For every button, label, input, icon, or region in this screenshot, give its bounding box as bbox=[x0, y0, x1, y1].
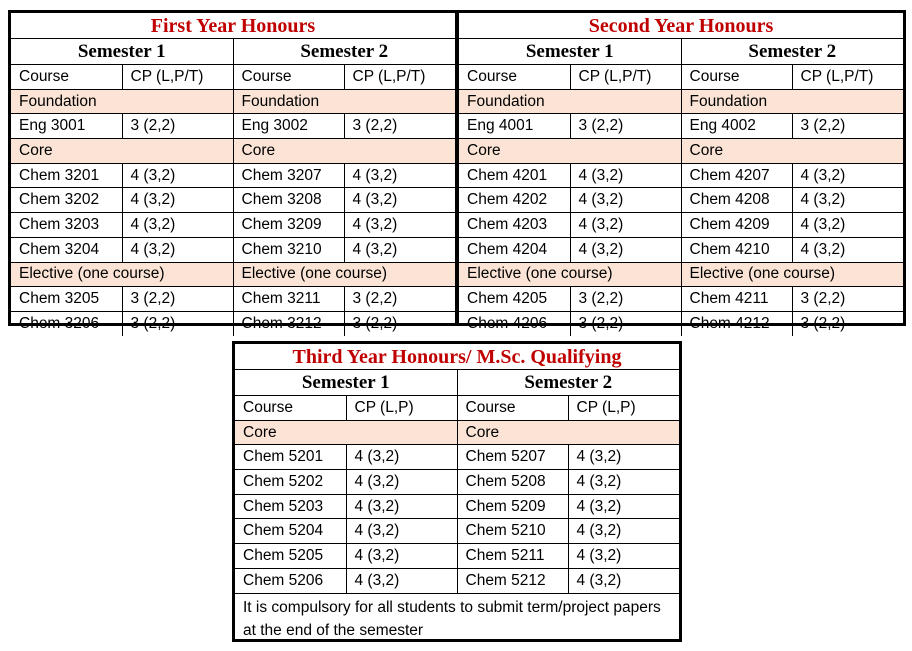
credit-points: 4 (3,2) bbox=[346, 544, 457, 569]
course-code: Chem 3212 bbox=[233, 311, 344, 335]
credit-points: 4 (3,2) bbox=[568, 568, 679, 593]
credit-points: 4 (3,2) bbox=[570, 237, 681, 262]
third-year-table bbox=[232, 341, 682, 642]
table-row bbox=[11, 287, 455, 312]
credit-points: 4 (3,2) bbox=[792, 188, 903, 213]
column-header-course: Course bbox=[457, 396, 568, 421]
course-code: Chem 3204 bbox=[11, 237, 122, 262]
compulsory-note: It is compulsory for all students to submit term/project papers at the end of the semester bbox=[235, 593, 679, 644]
credit-points: 3 (2,2) bbox=[792, 114, 903, 139]
credit-points: 4 (3,2) bbox=[344, 237, 455, 262]
credit-points: 4 (3,2) bbox=[122, 237, 233, 262]
credit-points: 4 (3,2) bbox=[122, 213, 233, 238]
table-row bbox=[11, 163, 455, 188]
course-code: Chem 4204 bbox=[459, 237, 570, 262]
course-code: Chem 3201 bbox=[11, 163, 122, 188]
category-core: Core bbox=[459, 139, 681, 164]
course-code: Chem 5212 bbox=[457, 568, 568, 593]
course-code: Eng 4002 bbox=[681, 114, 792, 139]
column-header-cp: CP (L,P) bbox=[568, 396, 679, 421]
column-header-cp: CP (L,P) bbox=[346, 396, 457, 421]
first-sem1-heading: Semester 1 bbox=[11, 39, 233, 65]
table-row bbox=[11, 188, 455, 213]
category-foundation: Foundation bbox=[681, 89, 903, 114]
category-core: Core bbox=[11, 139, 233, 164]
course-code: Eng 4001 bbox=[459, 114, 570, 139]
table-row bbox=[459, 237, 903, 262]
second-year-title: Second Year Honours bbox=[459, 13, 903, 39]
course-code: Chem 5208 bbox=[457, 470, 568, 495]
credit-points: 4 (3,2) bbox=[346, 519, 457, 544]
course-code: Chem 4201 bbox=[459, 163, 570, 188]
course-code: Chem 4212 bbox=[681, 311, 792, 335]
table-row bbox=[235, 568, 679, 593]
course-code: Chem 4208 bbox=[681, 188, 792, 213]
course-code: Chem 3211 bbox=[233, 287, 344, 312]
first-year-title: First Year Honours bbox=[11, 13, 455, 39]
table-row bbox=[459, 163, 903, 188]
course-code: Chem 3206 bbox=[11, 311, 122, 335]
second-sem2-heading: Semester 2 bbox=[681, 39, 903, 65]
course-code: Chem 4207 bbox=[681, 163, 792, 188]
credit-points: 4 (3,2) bbox=[346, 470, 457, 495]
course-code: Chem 5205 bbox=[235, 544, 346, 569]
category-foundation: Foundation bbox=[459, 89, 681, 114]
column-header-course: Course bbox=[459, 65, 570, 90]
third-sem1-heading: Semester 1 bbox=[235, 370, 457, 396]
course-code: Chem 5210 bbox=[457, 519, 568, 544]
course-code: Chem 3207 bbox=[233, 163, 344, 188]
credit-points: 3 (2,2) bbox=[344, 114, 455, 139]
credit-points: 3 (2,2) bbox=[122, 311, 233, 335]
credit-points: 3 (2,2) bbox=[344, 311, 455, 335]
credit-points: 4 (3,2) bbox=[568, 544, 679, 569]
column-header-course: Course bbox=[233, 65, 344, 90]
credit-points: 4 (3,2) bbox=[122, 163, 233, 188]
course-code: Chem 4205 bbox=[459, 287, 570, 312]
table-row bbox=[235, 470, 679, 495]
table-row bbox=[235, 494, 679, 519]
column-header-cp: CP (L,P/T) bbox=[122, 65, 233, 90]
table-row bbox=[459, 213, 903, 238]
column-header-course: Course bbox=[235, 396, 346, 421]
credit-points: 4 (3,2) bbox=[570, 163, 681, 188]
category-elective: Elective (one course) bbox=[459, 262, 681, 287]
table-row bbox=[235, 544, 679, 569]
column-header-course: Course bbox=[11, 65, 122, 90]
course-code: Chem 3208 bbox=[233, 188, 344, 213]
credit-points: 4 (3,2) bbox=[344, 213, 455, 238]
course-code: Chem 5207 bbox=[457, 445, 568, 470]
category-foundation: Foundation bbox=[233, 89, 455, 114]
course-code: Chem 5203 bbox=[235, 494, 346, 519]
table-row bbox=[11, 213, 455, 238]
credit-points: 4 (3,2) bbox=[792, 213, 903, 238]
table-row bbox=[459, 287, 903, 312]
category-core: Core bbox=[681, 139, 903, 164]
table-row bbox=[11, 311, 455, 335]
category-core: Core bbox=[457, 420, 679, 445]
third-sem2-heading: Semester 2 bbox=[457, 370, 679, 396]
credit-points: 3 (2,2) bbox=[792, 311, 903, 335]
category-elective: Elective (one course) bbox=[233, 262, 455, 287]
credit-points: 3 (2,2) bbox=[344, 287, 455, 312]
column-header-cp: CP (L,P/T) bbox=[792, 65, 903, 90]
column-header-cp: CP (L,P/T) bbox=[570, 65, 681, 90]
first-year-table bbox=[8, 10, 458, 332]
credit-points: 4 (3,2) bbox=[344, 163, 455, 188]
credit-points: 4 (3,2) bbox=[346, 494, 457, 519]
course-code: Chem 3203 bbox=[11, 213, 122, 238]
credit-points: 4 (3,2) bbox=[568, 445, 679, 470]
second-sem1-heading: Semester 1 bbox=[459, 39, 681, 65]
course-code: Chem 3209 bbox=[233, 213, 344, 238]
category-core: Core bbox=[233, 139, 455, 164]
course-code: Chem 3210 bbox=[233, 237, 344, 262]
first-sem2-heading: Semester 2 bbox=[233, 39, 455, 65]
table-row bbox=[235, 445, 679, 470]
credit-points: 4 (3,2) bbox=[344, 188, 455, 213]
table-row bbox=[11, 114, 455, 139]
table-row bbox=[459, 188, 903, 213]
course-code: Chem 4209 bbox=[681, 213, 792, 238]
course-code: Chem 5204 bbox=[235, 519, 346, 544]
credit-points: 3 (2,2) bbox=[570, 311, 681, 335]
column-header-course: Course bbox=[681, 65, 792, 90]
credit-points: 4 (3,2) bbox=[346, 568, 457, 593]
course-code: Chem 4203 bbox=[459, 213, 570, 238]
course-code: Chem 4211 bbox=[681, 287, 792, 312]
credit-points: 4 (3,2) bbox=[570, 188, 681, 213]
course-code: Chem 5209 bbox=[457, 494, 568, 519]
course-code: Chem 3202 bbox=[11, 188, 122, 213]
column-header-cp: CP (L,P/T) bbox=[344, 65, 455, 90]
second-year-table bbox=[456, 10, 906, 332]
course-code: Chem 4210 bbox=[681, 237, 792, 262]
category-foundation: Foundation bbox=[11, 89, 233, 114]
credit-points: 4 (3,2) bbox=[570, 213, 681, 238]
course-code: Eng 3001 bbox=[11, 114, 122, 139]
category-core: Core bbox=[235, 420, 457, 445]
table-row bbox=[459, 311, 903, 335]
category-elective: Elective (one course) bbox=[11, 262, 233, 287]
course-code: Chem 5202 bbox=[235, 470, 346, 495]
table-row bbox=[11, 237, 455, 262]
course-code: Chem 5211 bbox=[457, 544, 568, 569]
course-code: Eng 3002 bbox=[233, 114, 344, 139]
table-row bbox=[235, 519, 679, 544]
credit-points: 4 (3,2) bbox=[346, 445, 457, 470]
category-elective: Elective (one course) bbox=[681, 262, 903, 287]
course-code: Chem 3205 bbox=[11, 287, 122, 312]
course-code: Chem 4202 bbox=[459, 188, 570, 213]
credit-points: 4 (3,2) bbox=[568, 519, 679, 544]
credit-points: 4 (3,2) bbox=[792, 163, 903, 188]
credit-points: 4 (3,2) bbox=[792, 237, 903, 262]
credit-points: 3 (2,2) bbox=[570, 287, 681, 312]
credit-points: 4 (3,2) bbox=[568, 494, 679, 519]
course-code: Chem 4206 bbox=[459, 311, 570, 335]
course-code: Chem 5206 bbox=[235, 568, 346, 593]
credit-points: 4 (3,2) bbox=[568, 470, 679, 495]
table-row bbox=[459, 114, 903, 139]
third-year-title: Third Year Honours/ M.Sc. Qualifying bbox=[235, 344, 679, 370]
credit-points: 3 (2,2) bbox=[570, 114, 681, 139]
course-code: Chem 5201 bbox=[235, 445, 346, 470]
credit-points: 4 (3,2) bbox=[122, 188, 233, 213]
credit-points: 3 (2,2) bbox=[122, 287, 233, 312]
credit-points: 3 (2,2) bbox=[122, 114, 233, 139]
credit-points: 3 (2,2) bbox=[792, 287, 903, 312]
